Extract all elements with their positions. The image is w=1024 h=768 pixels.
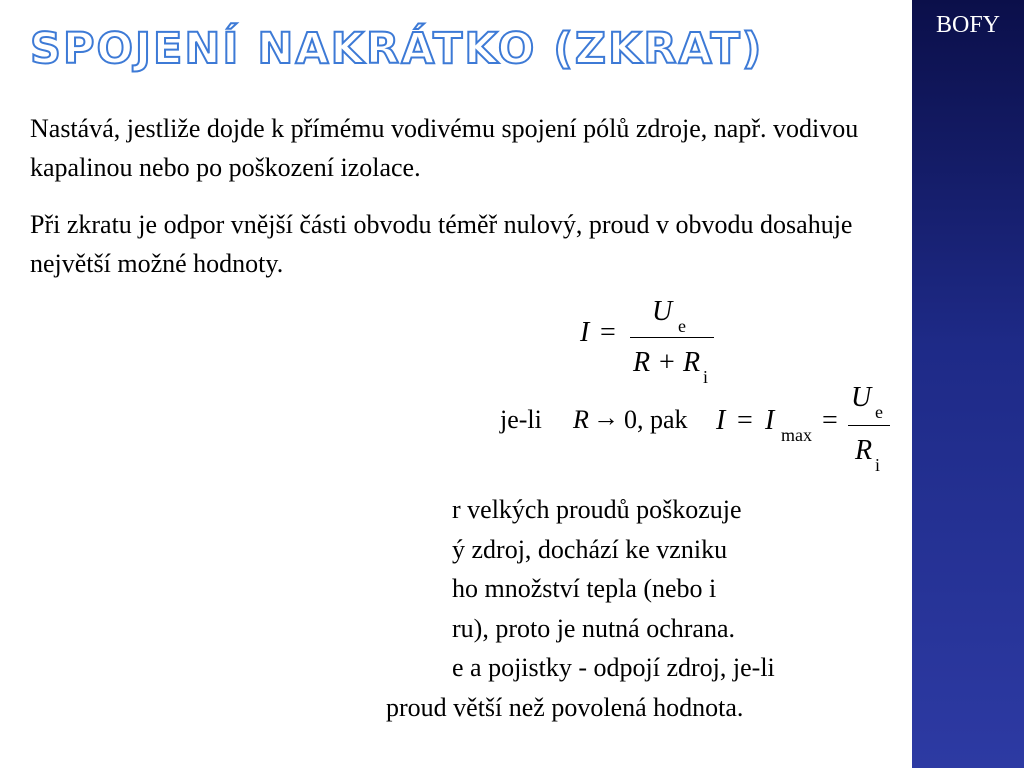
tail-line: proud větší než povolená hodnota. (386, 692, 744, 722)
formula1-eq: = (600, 317, 616, 348)
formula2-cond-arrow: → (593, 403, 619, 432)
formula2-eq2: = (822, 405, 838, 436)
tail-line: ru), proto je nutná ochrana. (452, 613, 736, 643)
formula1-den1: R (633, 347, 651, 378)
formula2-mid-sub: max (781, 425, 812, 445)
formula2-cond-var: R (573, 405, 589, 434)
formula2-den-sub: i (875, 455, 881, 475)
sidebar-panel (912, 0, 1024, 768)
formula1-lhs: I (580, 317, 590, 348)
formula2-num-sub: e (875, 402, 883, 422)
paragraph-protection (380, 490, 900, 727)
formula2-num: U (851, 382, 872, 413)
formula2-cond-rest: 0, pak (624, 405, 688, 434)
slide-title: SPOJENÍ NAKRÁTKO (ZKRAT) (30, 24, 764, 74)
brand-label: BOFY (935, 12, 1001, 38)
formula1-num: U (652, 296, 673, 327)
tail-line: ý zdroj, dochází ke vzniku (452, 534, 728, 564)
paragraph-definition: Nastává, jestliže dojde k přímému vodivému spojení pólů zdroje, např. vodivou kapalinou nebo po poškození izolace. (30, 114, 859, 182)
formula2-mid: I (765, 405, 775, 436)
formula2-fraction-bar (848, 425, 890, 426)
formula2-eq1: = (737, 405, 753, 436)
formula2-cond-text: je-li (500, 405, 542, 434)
paragraph-explanation: Při zkratu je odpor vnější části obvodu téměř nulový, proud v obvodu dosahuje největší možné hodnoty. (30, 210, 853, 278)
formula1-plus: + (659, 347, 675, 378)
tail-line: e a pojistky - odpojí zdroj, je-li (452, 653, 775, 682)
tail-line: r velkých proudů poškozuje (452, 495, 742, 524)
formula1-den2-sub: i (703, 367, 709, 387)
tail-line: ho množství tepla (nebo i (452, 574, 717, 603)
formula2-den: R (855, 435, 873, 466)
formula1-den2: R (683, 347, 701, 378)
formula1-num-sub: e (678, 316, 686, 336)
formula2-lhs: I (716, 405, 726, 436)
formula1-fraction-bar (630, 337, 714, 338)
